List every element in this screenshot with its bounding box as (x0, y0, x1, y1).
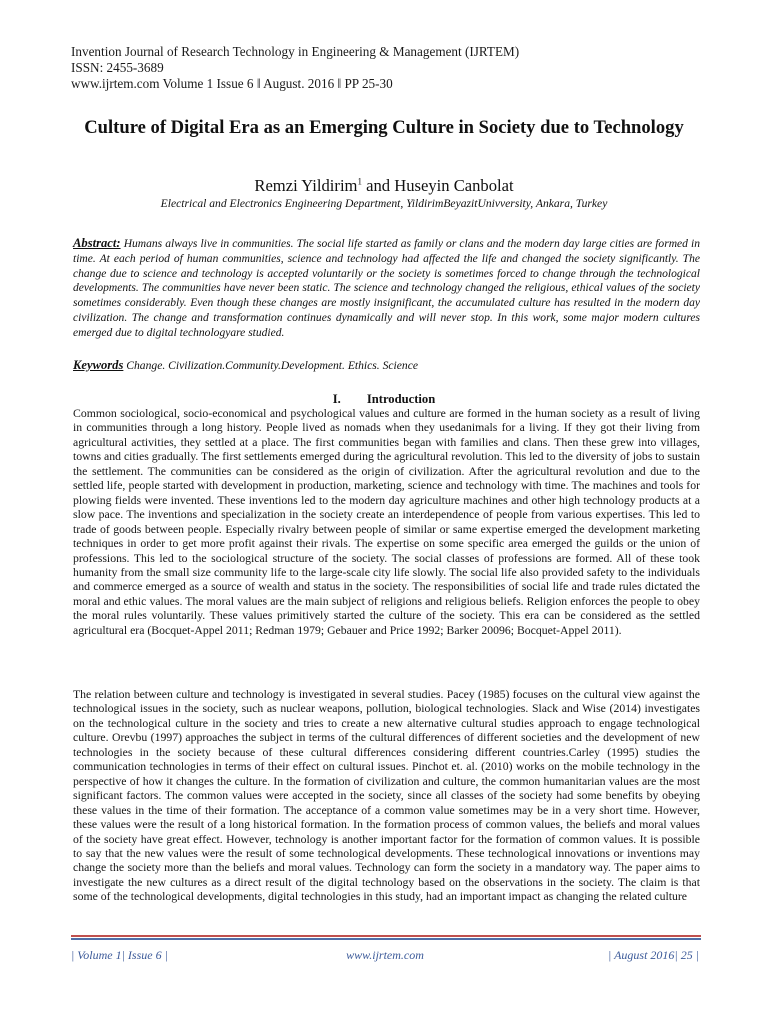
journal-name: Invention Journal of Research Technology in Engineering & Management (IJRTEM) (71, 44, 520, 59)
author-name: Huseyin Canbolat (394, 176, 514, 195)
section-title: Introduction (366, 392, 436, 406)
keywords (73, 358, 700, 373)
journal-header (71, 44, 711, 92)
footer-rule-bottom-line (71, 938, 701, 940)
section-heading (70, 392, 698, 407)
author-joiner: and (361, 176, 395, 195)
page-footer (71, 947, 699, 963)
footer-rule (71, 935, 701, 941)
body-paragraph: The relation between culture and technology is investigated in several studies. Pacey (1985) focuses on the cultural view against the technological issues in the society, such as nuclear weapons, pollution, biological technologies. Slack and Wise (2014) investigates on the technological culture in the society and tries to create a new alternative cultural studies approach to engage technological culture. Orevbu (1997) approaches the subject in terms of the cultural differences of different societies and the development of new technologies in the society because of these cultural differences considering different countries.Carley (1995) studies the communication technologies in terms of their effect on cultural issues. Pinchot et. al. (2010) works on the mobile technology in the perspective of how it changes the culture. In the formation of civilization and culture, the common humanitarian values are the most significant factors. The common values were accepted in the society, since all classes of the society had some benefits by obeying these values in the time of their formation. The acceptance of a common value sometimes may be in a very short time. However, these values were the result of a long historical formation. In the formation process of common values, the beliefs and moral values of the society have great effect. However, technology is another important factor for the formation of common values. It is possible to say that the new values were the result of some technological developments. These technological innovations or inventions may change the society more than the beliefs and moral values. Technology can form the society in a mandatory way. The paper aims to investigate the new cultures as a direct result of the digital technology based on the observations in the society. The claim is that some of the technological developments, digital technologies in this study, had an important impact as changing the related culture (73, 688, 700, 904)
footer-website-link[interactable]: www.ijrtem.com (346, 948, 424, 962)
body-paragraph: Common sociological, socio-economical and psychological values and culture are formed in the human society as a result of living in communities through a long history. People lived as nomads when they usedanimals for a living. If they got their living from agricultural activities, they settled at a place. The first communities began with families and clans. Then these grew into villages, towns and cities gradually. The first settlements emerged during the agricultural revolution. This led to the diversity of jobs to sustain the settlement. The communities can be considered as the origin of civilization. After the agricultural revolution and due to the settled life, people started with development in production, marketing, science and technology with time. The machines and tools for plowing fields were invented. These inventions led to the modern day agriculture machines and other high technology products at a slow pace. The inventions and specialization in the society create an interdependence of people from various expertises. This led to trade of goods between people. Especially rivalry between people of similar or same expertise emerged the development marketing techniques in order to get more profit against their rivals. The expertise on some specific area emerged the guilds or the union of professions. This led to the sociological structure of the society. The social classes of professions are formed. All of these took humanity from the small size community life to the large-scale city life slowly. The social life also provided safety to the individuals and commerce emerged as a source of wealth and status in the society. The responsibilities of social life and trade rules dictated the moral and ethic values. The moral values are the main subject of religions and religious beliefs. Religion enforces the people to obey the moral rules voluntarily. These values primitively started the culture of the society. This era can be considered as the settled agricultural era (Bocquet-Appel 2011; Redman 1979; Gebauer and Price 1992; Barker 20096; Bocquet-Appel 2011). (73, 407, 700, 637)
section-number: I. (332, 392, 341, 406)
footer-date-page: | August 2016| 25 | (607, 948, 699, 962)
abstract-label: Abstract: (73, 236, 121, 250)
author-affiliation-mark: 1 (357, 176, 362, 187)
footer-volume-issue: | Volume 1| Issue 6 | (71, 948, 168, 962)
keywords-value: Change. Civilization.Community.Development. Ethics. Science (126, 359, 418, 372)
author-affiliation: Electrical and Electronics Engineering Department, YildirimBeyazitUnivversity, Ankara, Turkey (160, 197, 608, 210)
paper-title: Culture of Digital Era as an Emerging Culture in Society due to Technology (84, 117, 684, 138)
author-name: Remzi Yildirim (254, 176, 358, 195)
author-line (70, 176, 698, 196)
journal-issn: ISSN: 2455-3689 (71, 60, 164, 75)
footer-rule-top-line (71, 935, 701, 937)
abstract-text: Humans always live in communities. The social life started as family or clans and the modern day large cities are formed in time. At each period of human communities, science and technology had affected the life and changed the society significantly. The change due to science and technology is accepted voluntarily or the society is sometimes forced to change through the technological developments. The communities have never been static. The science and technology changed the religious, ethical values of the society sometimes considerably. Even though these changes are mostly insignificant, the accumulated culture has resulted in the modern day civilization. The change and transformation continues dynamically and will never stop. In this work, some major modern cultures emerged due to digital technologyare studied. (73, 238, 701, 339)
abstract (73, 236, 700, 341)
keywords-label: Keywords (73, 358, 124, 372)
journal-citation: www.ijrtem.com Volume 1 Issue 6 ǁ August. 2016 ǁ PP 25-30 (71, 76, 393, 91)
